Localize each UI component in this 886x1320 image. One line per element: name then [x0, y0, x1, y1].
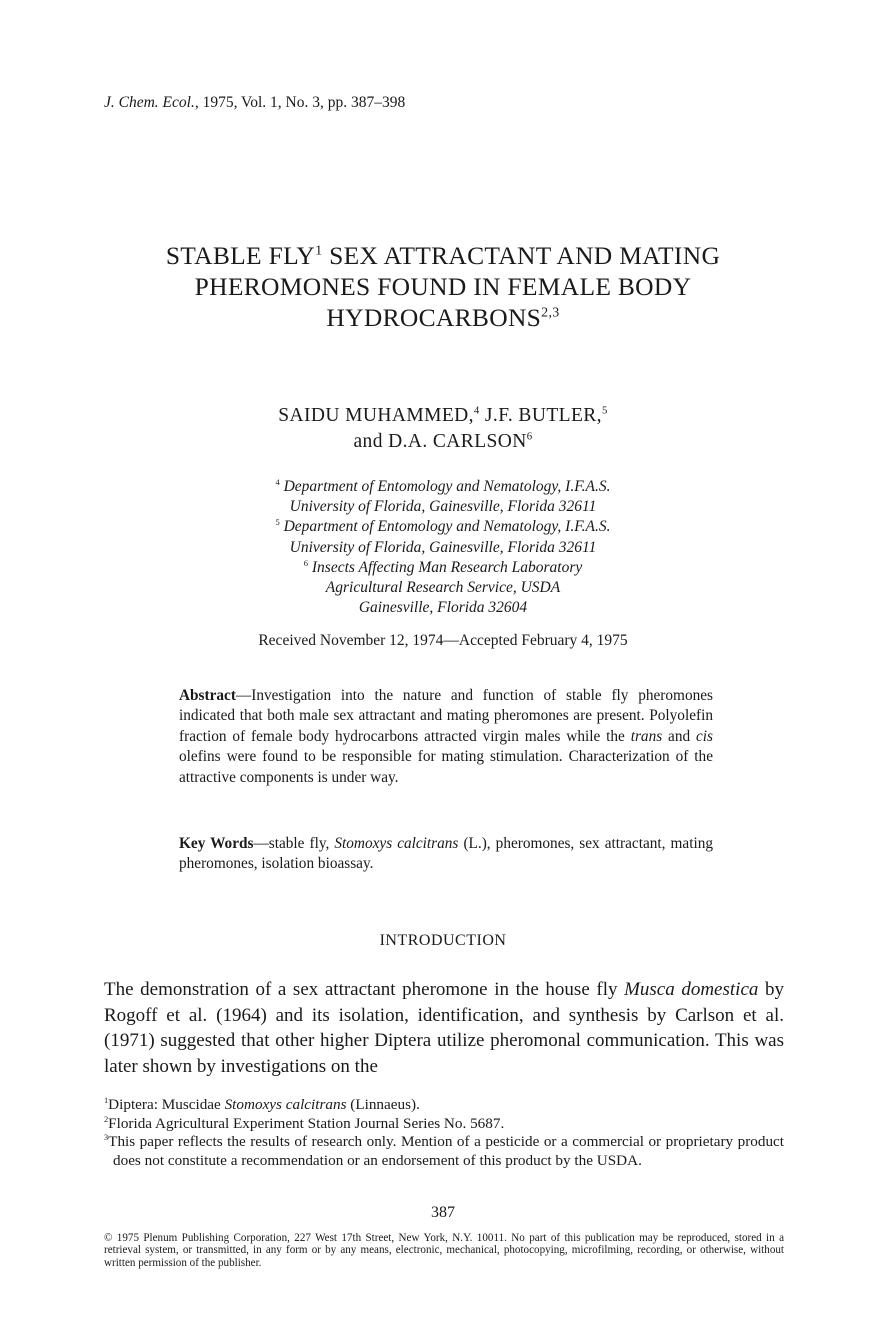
section-heading-introduction: INTRODUCTION	[379, 932, 507, 949]
author-list	[60, 403, 826, 455]
abstract: Abstract—Investigation into the nature and function of stable fly pheromones indicated that both male sex attractant and mating pheromones are present. Polyolefin fraction of female body hydrocarbons attracted virgin males while the trans and cis olefins were found to be responsible for mating stimulation. Characterization of the attractive components is under way.	[179, 687, 713, 786]
affiliations: $^4$ Department of Entomology and Nematology, I.F.A.S. University of Florida, Gainesville, Florida 32611 $^5$ Department of Entomology and Nematology, I.F.A.S. University of Florida, Gainesville, Florida 32611 $^6$ Insects Affecting Man Research Laboratory Agricultural Research Service, USDA Gainesville, Florida 32604	[60, 477, 826, 618]
affiliation-4: $^4$ Department of Entomology and Nematology, I.F.A.S.	[275, 476, 611, 495]
copyright-notice: © 1975 Plenum Publishing Corporation, 227 West 17th Street, New York, N.Y. 10011. No part of this publication may be reproduced, stored in a retrieval system, or transmitted, in any form or by any means, electronic, mechanical, photocopying, microfilming, recording, or otherwise, without written permission of the publisher.	[104, 1232, 784, 1269]
journal-name: J. Chem. Ecol.	[104, 94, 195, 111]
journal-citation	[104, 94, 405, 112]
footnote-2: $^2$Florida Agricultural Experiment Station Journal Series No. 5687.	[104, 1114, 505, 1132]
citation-details: , 1975, Vol. 1, No. 3, pp. 387–398	[194, 94, 406, 111]
footnote-1: $^1$Diptera: Muscidae Stomoxys calcitrans (Linnaeus).	[104, 1095, 420, 1113]
affiliation-5: $^5$ Department of Entomology and Nematology, I.F.A.S.	[275, 517, 611, 536]
authors-line-1: SAIDU MUHAMMED,$^4$ J.F. BUTLER,$^5$	[278, 404, 608, 426]
page-number: 387	[431, 1204, 455, 1221]
footnote-ref-2-3: 2,3	[541, 305, 560, 321]
footnote-3: $^3$This paper reflects the results of research only. Mention of a pesticide or a commercial or proprietary product does not constitute a recommendation or an endorsement of this product by the USDA.	[104, 1133, 784, 1169]
affiliation-6: $^6$ Insects Affecting Man Research Laboratory	[303, 557, 583, 576]
footnote-ref-1: 1	[315, 243, 323, 259]
title-line-1: STABLE FLY$^1$ SEX ATTRACTANT AND MATING	[165, 241, 721, 270]
paper-title	[60, 240, 826, 333]
title-line-3: HYDROCARBONS$^{2,3}$	[326, 303, 560, 332]
introduction-paragraph: The demonstration of a sex attractant pheromone in the house fly Musca domestica by Rogoff et al. (1964) and its isolation, identification, and synthesis by Carlson et al. (1971) suggested that other higher Diptera utilize pheromonal communication. This was later shown by investigations on the	[104, 979, 784, 1077]
key-words: Key Words—stable fly, Stomoxys calcitrans (L.), pheromones, sex attractant, mating pheromones, isolation bioassay.	[179, 835, 714, 873]
received-dates: Received November 12, 1974—Accepted February 4, 1975	[258, 632, 628, 649]
key-words-label: Key Words	[179, 835, 254, 852]
footnotes	[104, 1096, 784, 1170]
abstract-label: Abstract	[179, 687, 236, 704]
authors-line-2: and D.A. CARLSON$^6$	[353, 430, 533, 452]
title-line-2: PHEROMONES FOUND IN FEMALE BODY	[194, 272, 692, 301]
